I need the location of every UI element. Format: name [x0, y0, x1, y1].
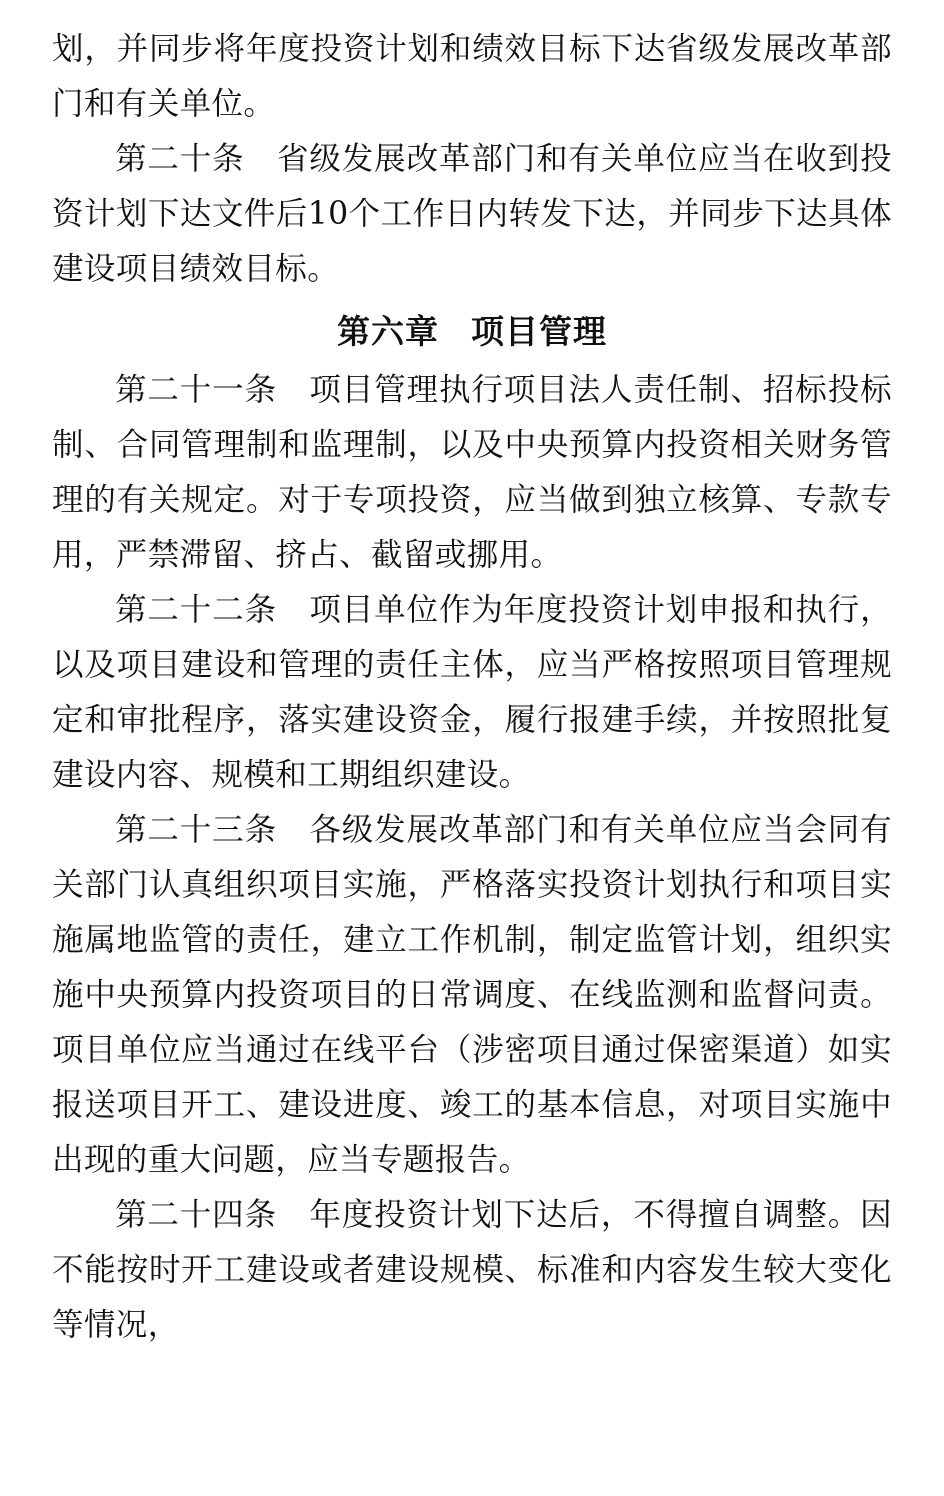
chapter-heading — [52, 301, 892, 363]
article-20-paragraph: 第二十条 省级发展改革部门和有关单位应当在收到投资计划下达文件后10个工作日内转发下达，并同步下达具体建设项目绩效目标。 — [52, 141, 892, 287]
paragraph-continuation: 划，并同步将年度投资计划和绩效目标下达省级发展改革部门和有关单位。 — [52, 31, 892, 122]
article-23-paragraph: 第二十三条 各级发展改革部门和有关单位应当会同有关部门认真组织项目实施，严格落实投资计划执行和项目实施属地监管的责任，建立工作机制，制定监管计划，组织实施中央预算内投资项目的日常调度、在线监测和监督问责。项目单位应当通过在线平台（涉密项目通过保密渠道）如实报送项目开工、建设进度、竣工的基本信息，对项目实施中出现的重大问题，应当专题报告。 — [52, 812, 892, 1178]
article-21-paragraph: 第二十一条 项目管理执行项目法人责任制、招标投标制、合同管理制和监理制，以及中央预算内投资相关财务管理的有关规定。对于专项投资，应当做到独立核算、专款专用，严禁滞留、挤占、截留或挪用。 — [52, 372, 892, 573]
chapter-title: 项目管理 — [471, 312, 607, 351]
chapter-number: 第六章 — [337, 312, 439, 351]
document-body — [52, 22, 892, 1353]
article-24-paragraph: 第二十四条 年度投资计划下达后，不得擅自调整。因不能按时开工建设或者建设规模、标准和内容发生较大变化等情况， — [52, 1197, 892, 1343]
article-22-paragraph: 第二十二条 项目单位作为年度投资计划申报和执行，以及项目建设和管理的责任主体，应当严格按照项目管理规定和审批程序，落实建设资金，履行报建手续，并按照批复建设内容、规模和工期组织建设。 — [52, 592, 892, 793]
